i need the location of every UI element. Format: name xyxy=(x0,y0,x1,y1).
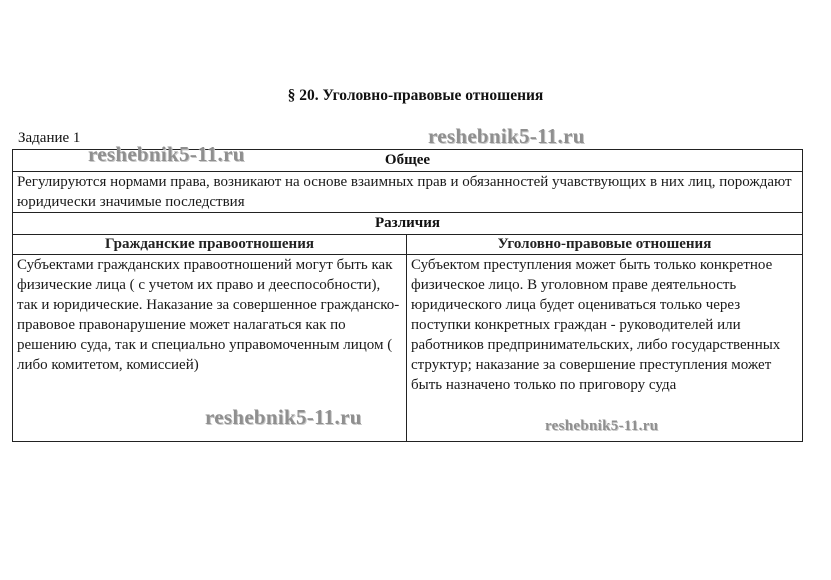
common-header: Общее xyxy=(13,150,803,172)
civil-relations-text: Субъектами гражданских правоотношений могут быть как физические лица ( с учетом их право и дееспособности), так и юридические. Наказание за совершенное гражданско-правовое правонарушение может налагаться как по решению суда, так и специально управомоченным лицом ( либо комитетом, комиссией) xyxy=(13,255,407,442)
common-text: Регулируются нормами права, возникают на основе взаимных прав и обязанностей учавствующих в них лиц, порождают юридически значимые последствия xyxy=(13,172,803,213)
common-header-row xyxy=(13,150,803,172)
criminal-relations-text: Субъектом преступления может быть только конкретное физическое лицо. В уголовном праве деятельность юридического лица будет оцениваться только через поступки конкретных граждан - руководителей или работников предпринимательских, либо государственных структур; наказание за совершение преступления может быть назначено только по приговору суда xyxy=(407,255,803,442)
watermark: reshebnik5-11.ru xyxy=(88,142,245,166)
watermark: reshebnik5-11.ru xyxy=(428,124,585,148)
civil-relations-header: Гражданские правоотношения xyxy=(13,235,407,255)
watermark: reshebnik5-11.ru xyxy=(205,405,362,429)
task-label: Задание 1 xyxy=(18,130,81,146)
common-text-row xyxy=(13,172,803,213)
page-title: § 20. Уголовно-правовые отношения xyxy=(287,87,544,104)
differences-header-row xyxy=(13,213,803,235)
criminal-relations-header: Уголовно-правовые отношения xyxy=(407,235,803,255)
column-headers-row xyxy=(13,235,803,255)
watermark: reshebnik5-11.ru xyxy=(545,418,659,434)
differences-text-row xyxy=(13,255,803,442)
differences-header: Различия xyxy=(13,213,803,235)
comparison-table xyxy=(12,149,803,442)
